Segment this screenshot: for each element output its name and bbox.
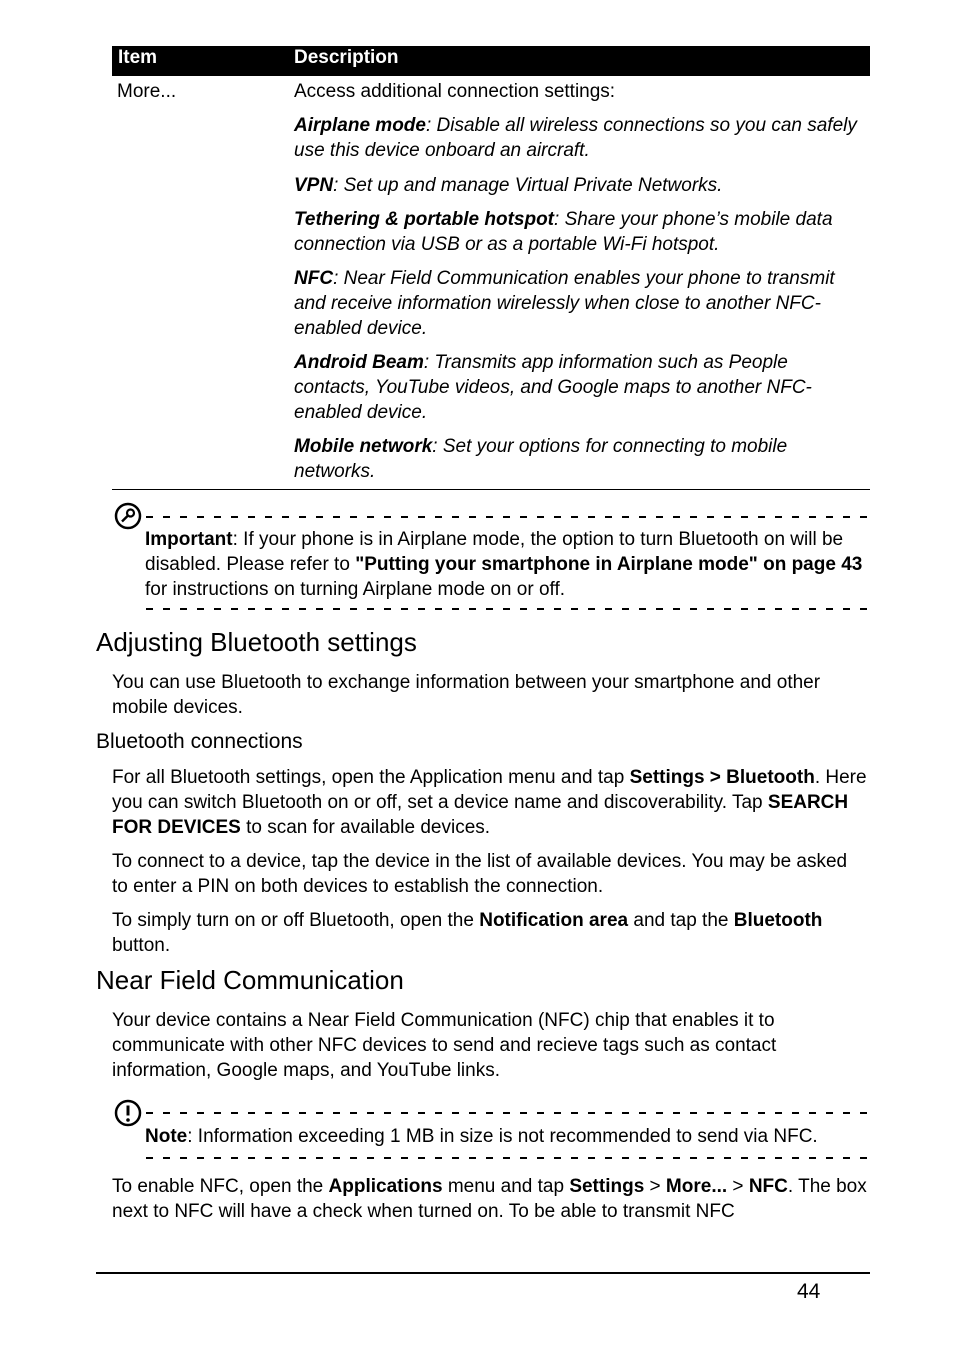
row-item-label: More...	[117, 81, 177, 102]
entry-android-beam: Android Beam: Transmits app information such as People contacts, YouTube videos, and Google maps to another NFC-enabled device.	[294, 352, 812, 423]
page-number: 44	[797, 1280, 821, 1303]
column-header-description: Description	[294, 47, 399, 68]
bluetooth-paragraph-3: To simply turn on or off Bluetooth, open the Notification area and tap the Bluetooth button.	[112, 910, 823, 956]
note-top-divider	[146, 1112, 868, 1114]
sub-heading-bluetooth-connections: Bluetooth connections	[96, 730, 303, 753]
table-bottom-rule	[112, 489, 870, 490]
section-heading-bluetooth: Adjusting Bluetooth settings	[96, 627, 417, 657]
footer-rule	[96, 1272, 870, 1274]
nfc-intro: Your device contains a Near Field Communication (NFC) chip that enables it to communicate with other NFC devices to send and recieve tags such as contact information, Google maps, and YouTube links.	[112, 1010, 777, 1081]
important-text: Important: If your phone is in Airplane mode, the option to turn Bluetooth on will be disabled. Please refer to "Putting your smartphone in Airplane mode" on page 43 for instructions on turning Airplane mode on or off.	[145, 529, 863, 600]
entry-mobile-network: Mobile network: Set your options for connecting to mobile networks.	[294, 436, 788, 482]
bluetooth-paragraph-2: To connect to a device, tap the device in the list of available devices. You may be asked to enter a PIN on both devices to establish the connection.	[112, 851, 848, 897]
bluetooth-paragraph-1: For all Bluetooth settings, open the Application menu and tap Settings > Bluetooth. Here you can switch Bluetooth on or off, set a device name and discoverability. Tap SEARCH FOR DEVICES to scan for available devices.	[112, 767, 867, 838]
important-bottom-divider	[146, 608, 868, 610]
table-header	[112, 46, 870, 76]
entry-tethering: Tethering & portable hotspot: Share your phone’s mobile data connection via USB or as a portable Wi-Fi hotspot.	[294, 209, 833, 255]
entry-nfc: NFC: Near Field Communication enables your phone to transmit and receive information wirelessly when close to another NFC-enabled device.	[294, 268, 835, 339]
row-intro: Access additional connection settings:	[294, 81, 616, 102]
note-icon	[114, 1099, 142, 1127]
note-text: Note: Information exceeding 1 MB in size is not recommended to send via NFC.	[145, 1126, 818, 1147]
section-heading-nfc: Near Field Communication	[96, 965, 404, 995]
important-top-divider	[146, 516, 868, 518]
bluetooth-intro: You can use Bluetooth to exchange information between your smartphone and other mobile devices.	[112, 672, 821, 718]
entry-vpn: VPN: Set up and manage Virtual Private Networks.	[294, 175, 723, 196]
entry-airplane-mode: Airplane mode: Disable all wireless connections so you can safely use this device onboard an aircraft.	[294, 115, 857, 161]
nfc-enable-paragraph: To enable NFC, open the Applications menu and tap Settings > More... > NFC. The box next to NFC will have a check when turned on. To be able to transmit NFC	[112, 1176, 867, 1222]
column-header-item: Item	[118, 47, 158, 68]
important-icon	[114, 502, 142, 530]
note-bottom-divider	[146, 1157, 868, 1159]
